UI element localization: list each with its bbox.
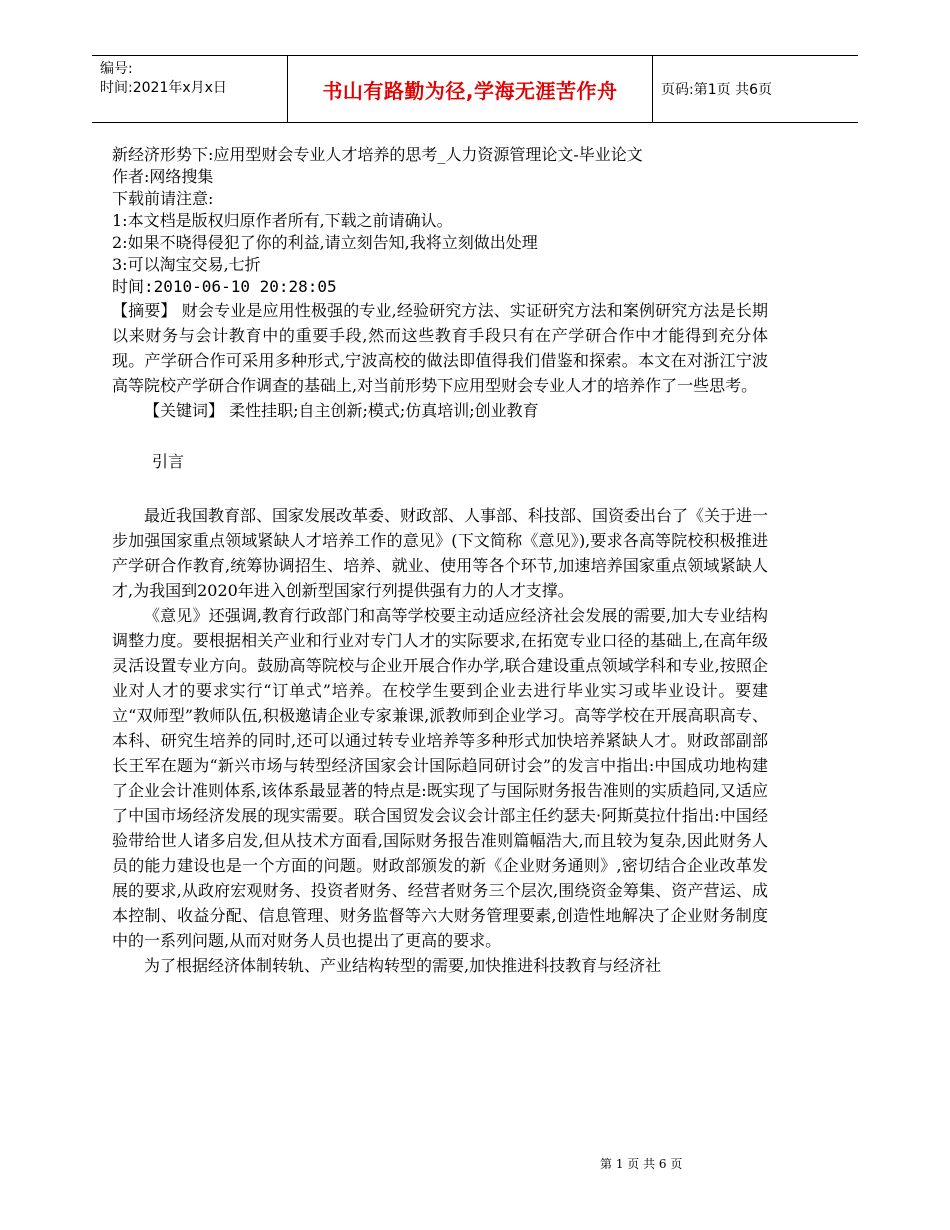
notice-item: 1:本文档是版权归原作者所有,下载之前请确认。 [112, 211, 453, 230]
date-label: 时间:2021年x月x日 [100, 80, 227, 96]
doc-title: 新经济形势下:应用型财会专业人才培养的思考_人力资源管理论文-毕业论文 [112, 145, 643, 164]
number-label: 编号: [100, 61, 133, 77]
body-paragraph: 《意见》还强调,教育行政部门和高等学校要主动适应经济社会发展的需要,加大专业结构调整力度。要根据相关产业和行业对专门人才的实际要求,在拓宽专业口径的基础上,在高年级灵活设置专业方向。鼓励高等院校与企业开展合作办学,联合建设重点领域学科和专业,按照企业对人才的要求实行“订单式”培养。在校学生要到企业去进行毕业实习或毕业设计。要建立“双师型”教师队伍,积极邀请企业专家兼课,派教师到企业学习。高等学校在开展高职高专、本科、研究生培养的同时,还可以通过转专业培养等多种形式加快培养紧缺人才。财政部副部长王军在题为“新兴市场与转型经济国家会计国际趋同研讨会”的发言中指出:中国成功地构建了企业会计准则体系,该体系最显著的特点是:既实现了与国际财务报告准则的实质趋同,又适应了中国市场经济发展的现实需要。联合国贸发会议会计部主任约瑟夫·阿斯莫拉什指出:中国经验带给世人诸多启发,但从技术方面看,国际财务报告准则篇幅浩大,而且较为复杂,因此财务人员的能力建设也是一个方面的问题。财政部颁发的新《企业财务通则》,密切结合企业改革发展的要求,从政府宏观财务、投资者财务、经营者财务三个层次,围绕资金筹集、资产营运、成本控制、收益分配、信息管理、财务监督等六大财务管理要素,创造性地解决了企业财务制度中的一系列问题,从而对财务人员也提出了更高的要求。 [112, 606, 768, 950]
header-motto-cell [287, 56, 653, 122]
notice-item: 3:可以淘宝交易,七折 [112, 255, 261, 274]
keywords: 【关键词】 柔性挂职;自主创新;模式;仿真培训;创业教育 [144, 401, 539, 420]
page-footer: 第 1 页 共 6 页 [600, 1157, 683, 1171]
page-header [92, 55, 858, 123]
notice-item: 2:如果不晓得侵犯了你的利益,请立刻告知,我将立刻做出处理 [112, 233, 538, 252]
body-paragraph: 最近我国教育部、国家发展改革委、财政部、人事部、科技部、国资委出台了《关于进一步加强国家重点领域紧缺人才培养工作的意见》(下文简称《意见》),要求各高等院校积极推进产学研合作教育,统筹协调招生、培养、就业、使用等各个环节,加速培养国家重点领域紧缺人才,为我国到2020年进入创新型国家行列提供强有力的人才支撑。 [112, 506, 769, 600]
body-paragraph: 为了根据经济体制转轨、产业结构转型的需要,加快推进科技教育与经济社 [144, 956, 662, 975]
page-info: 页码:第1页 共6页 [661, 82, 772, 98]
header-page-cell [653, 56, 858, 122]
document-body [112, 144, 768, 978]
notice-heading: 下载前请注意: [112, 189, 214, 208]
abstract: 【摘要】 财会专业是应用性极强的专业,经验研究方法、实证研究方法和案例研究方法是长期以来财务与会计教育中的重要手段,然而这些教育手段只有在产学研合作中才能得到充分体现。产学研合作可采用多种形式,宁波高校的做法即值得我们借鉴和探索。本文在对浙江宁波高等院校产学研合作调查的基础上,对当前形势下应用型财会专业人才的培养作了一些思考。 [112, 301, 768, 395]
intro-heading: 引言 [152, 452, 185, 471]
motto-text: 书山有路勤为径,学海无涯苦作舟 [322, 78, 618, 103]
doc-author: 作者:网络搜集 [112, 167, 214, 186]
doc-time: 时间:2010-06-10 20:28:05 [112, 277, 337, 296]
header-meta [92, 56, 287, 122]
